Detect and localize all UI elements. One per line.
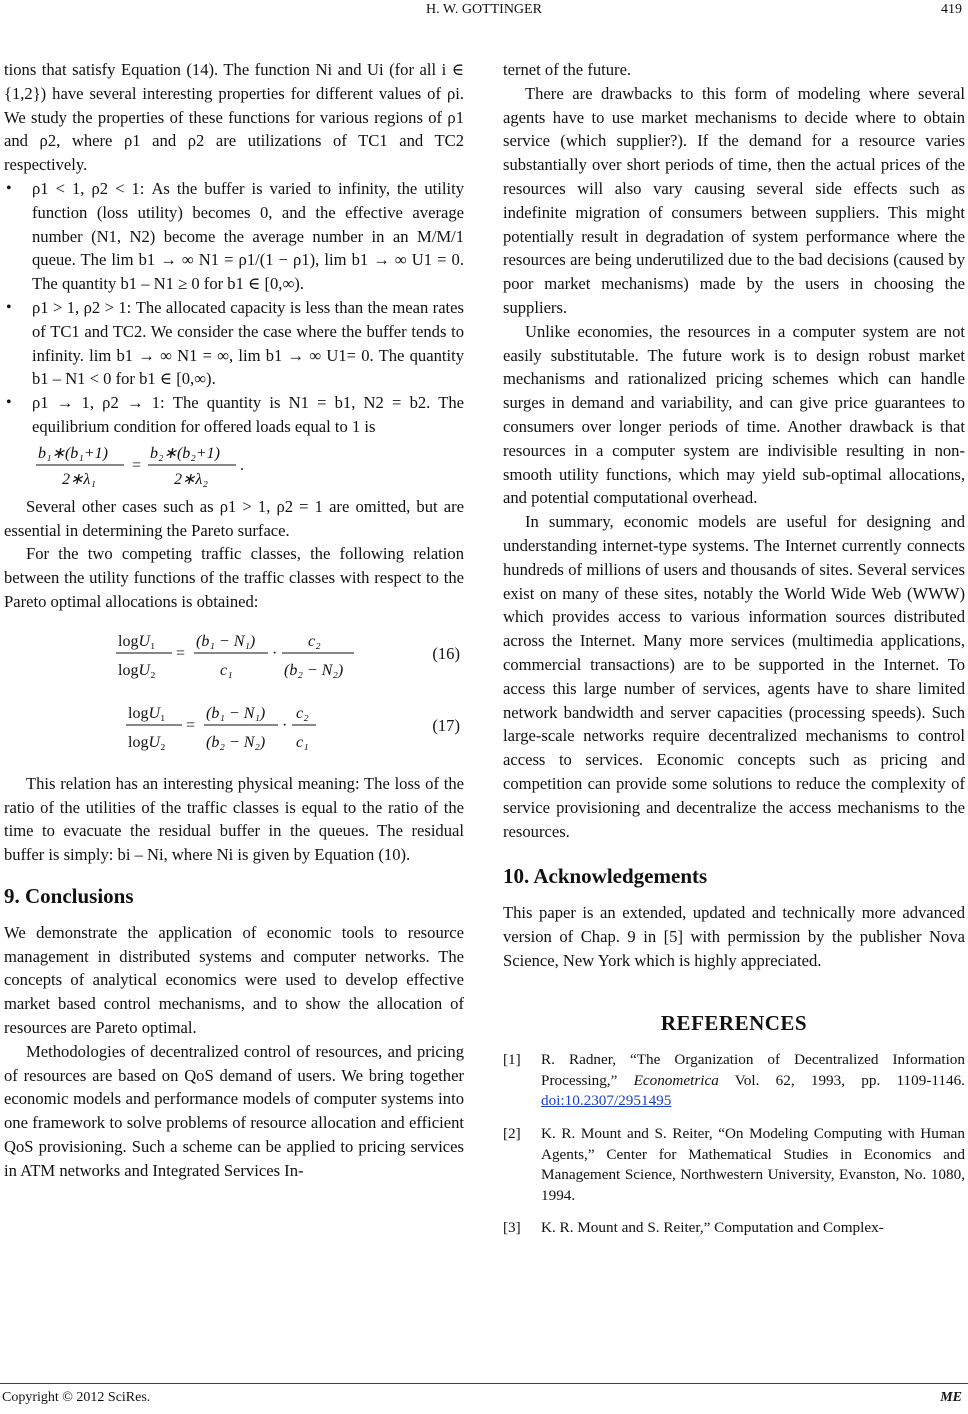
svg-text:c₁: c₁ <box>296 733 309 751</box>
section-heading-acknowledgements: 10. Acknowledgements <box>503 864 708 889</box>
reference-number: [1] <box>503 1051 521 1069</box>
equation-number: (17) <box>432 715 460 735</box>
reference-text: R. Radner, “The Organization of Decentralized Information Processing,” <box>541 1051 965 1089</box>
left-column <box>4 58 464 1182</box>
paragraph: For the two competing traffic classes, the following relation between the utility functions of the traffic classes with respect to the Pareto optimal allocations is obtained: <box>4 544 464 611</box>
paragraph: tions that satisfy Equation (14). The function Ni and Ui (for all i ∈ {1,2}) have several interesting properties for different values of ρi. We study the properties of these functions for various regions of ρ1 and ρ2, where ρ1 and ρ2 are utilizations of TC1 and TC2 respectively. <box>4 60 464 175</box>
svg-text:(b₁ − N₁): (b₁ − N₁) <box>206 704 266 722</box>
svg-text:2∗λ₁: 2∗λ₁ <box>62 470 96 488</box>
svg-text:b₁∗(b₁+1): b₁∗(b₁+1) <box>38 444 108 462</box>
page-header <box>0 2 968 24</box>
svg-text:=: = <box>132 456 142 474</box>
paragraph: There are drawbacks to this form of modeling where several agents have to use market mechanisms to decide where to obtain service (which supplier?). If the demand for a resource varies substantially over short periods of time, then the actual prices of the resources will also vary causing several side effects such as indefinite migration of consumers between suppliers. This might potentially result in degradation of system performance where the resources are being underutilized due to the bad decisions (caused by poor market mechanisms) made by the users in choosing the suppliers. <box>503 83 965 317</box>
paragraph: We demonstrate the application of economic tools to resource management in distributed systems and computer networks. The concepts of analytical economics were used to develop effective market based control mechanisms, and to show the allocation of resources are Pareto optimal. <box>4 922 464 1037</box>
svg-text:.: . <box>240 456 244 474</box>
svg-text:b₂∗(b₂+1): b₂∗(b₂+1) <box>150 444 220 462</box>
page-number: 419 <box>941 2 962 17</box>
bullet-item-3: • ρ1 → 1, ρ2 → 1: The quantity is N1 = b1, N2 = b2. The equilibrium condition for offered loads equal to 1 is <box>4 391 464 439</box>
equation-17 <box>4 690 464 762</box>
svg-text:·: · <box>272 644 278 662</box>
equation-16 <box>4 620 464 690</box>
bullet-item-2: • ρ1 > 1, ρ2 > 1: The allocated capacity is less than the mean rates of TC1 and TC2. We consider the case where the buffer tends to infinity. lim b1 → ∞ N1 = ∞, lim b1 → ∞ U1= 0. The quantity b1 – N1 < 0 for b1 ∈ [0,∞). <box>4 296 464 391</box>
reference-text: K. R. Mount and S. Reiter, “On Modeling Computing with Human Agents,” Center for Mathematical Studies in Economics and Management Science, Northwestern University, Evanston, No. 1080, 1994. <box>541 1125 965 1204</box>
reference-text: Vol. 62, 1993, pp. 1109-1146. <box>718 1071 965 1089</box>
equation-16-formula <box>116 620 376 686</box>
equation-17-formula <box>126 692 386 758</box>
paragraph: This relation has an interesting physical meaning: The loss of the ratio of the utilities of the traffic classes is equal to the ratio of the time to evacuate the residual buffer in the queues. The residual buffer is simply: bi – Ni, where Ni is given by Equation (10). <box>4 773 464 865</box>
paragraph: Methodologies of decentralized control of resources, and pricing of resources are based on QoS demand of users. We bring together economic models and performance models of computer systems into one framework to solve problems of resource allocation and efficient QoS provisioning. Such a scheme can be applied to pricing services in ATM networks and Integrated Services In- <box>4 1041 464 1180</box>
paragraph: ternet of the future. <box>503 60 632 79</box>
reference-journal: Econometrica <box>633 1071 719 1089</box>
running-title: H. W. GOTTINGER <box>426 2 542 17</box>
svg-text:logU₁: logU₁ <box>128 704 166 722</box>
paragraph: In summary, economic models are useful for designing and understanding internet-type systems. The Internet currently connects hundreds of millions of users and thousands of sites. Several services exist on many of these sites, notably the World Wide Web (WWW) which provides access to various information sources distributed across the Internet. Many more services (multimedia applications, commercial transactions) are to be supported in the Internet. To access this large number of services, agents have to share limited network bandwidth and server capacities (processing speeds). Such large-scale networks require decentralized mechanisms to control access to services. Economic concepts such as pricing and competition can provide some solutions to reduce the complexity of service provisioning and decentralize the access mechanisms to the resources. <box>503 512 965 841</box>
bullet-item-1: • ρ1 < 1, ρ2 < 1: As the buffer is varied to infinity, the utility function (loss utility) becomes 0, and the effective average number (N1, N2) become the average number in an M/M/1 queue. The lim b1 → ∞ N1 = ρ1/(1 − ρ1), lim b1 → ∞ U1 = 0. The quantity b1 – N1 ≥ 0 for b1 ∈ [0,∞). <box>4 177 464 296</box>
section-heading-conclusions: 9. Conclusions <box>4 883 134 908</box>
svg-text:2∗λ₂: 2∗λ₂ <box>174 470 208 488</box>
svg-text:(b₂ − N₂): (b₂ − N₂) <box>284 661 344 679</box>
svg-text:=: = <box>186 716 196 734</box>
reference-number: [2] <box>503 1125 521 1143</box>
reference-text: K. R. Mount and S. Reiter,” Computation and Complex- <box>541 1219 884 1237</box>
paragraph: Several other cases such as ρ1 > 1, ρ2 = 1 are omitted, but are essential in determining the Pareto surface. <box>4 496 464 540</box>
copyright-notice: Copyright © 2012 SciRes. <box>2 1390 151 1405</box>
doi-link[interactable]: doi:10.2307/2951495 <box>541 1092 672 1110</box>
svg-text:logU₂: logU₂ <box>128 733 166 751</box>
reference-number: [3] <box>503 1219 521 1237</box>
reference-item <box>503 1218 965 1239</box>
journal-abbrev: ME <box>940 1390 962 1405</box>
paragraph: This paper is an extended, updated and technically more advanced version of Chap. 9 in [5] with permission by the publisher Nova Science, New York which is highly appreciated. <box>503 903 965 970</box>
svg-text:·: · <box>282 716 288 734</box>
svg-text:logU₁: logU₁ <box>118 632 156 650</box>
equilibrium-formula <box>36 439 276 489</box>
references-heading: REFERENCES <box>660 1011 808 1036</box>
svg-text:c₂: c₂ <box>296 704 309 722</box>
equation-number: (16) <box>432 643 460 663</box>
svg-text:c₂: c₂ <box>308 632 321 650</box>
svg-text:=: = <box>176 644 186 662</box>
right-column <box>503 58 965 1239</box>
reference-item <box>503 1050 965 1112</box>
equilibrium-equation <box>4 439 464 489</box>
footer-rule <box>0 1383 968 1384</box>
svg-text:(b₂ − N₂): (b₂ − N₂) <box>206 733 266 751</box>
reference-item <box>503 1124 965 1206</box>
paragraph: Unlike economies, the resources in a computer system are not easily substitutable. The future work is to design robust market mechanisms and rationalized pricing schemes which can handle surges in demand and variability, and can give price guarantees to consumers over longer periods of time. Another drawback is that resources in a computer system are indivisible resulting in non-smooth utility functions, which may yield sub-optimal allocations, and potential computational overhead. <box>503 321 965 508</box>
svg-text:(b₁ − N₁): (b₁ − N₁) <box>196 632 256 650</box>
svg-text:c₁: c₁ <box>220 661 233 679</box>
svg-text:logU₂: logU₂ <box>118 661 156 679</box>
